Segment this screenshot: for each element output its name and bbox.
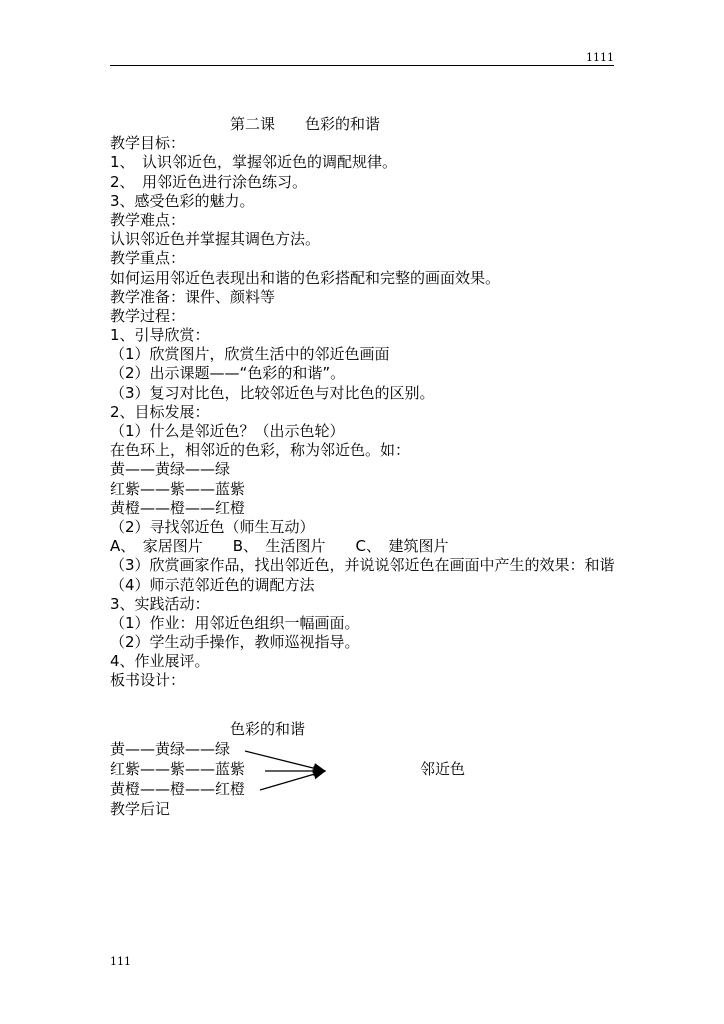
header-page-number: 1111 xyxy=(586,51,614,64)
footer-page-number: 111 xyxy=(110,955,131,968)
board-row: 黄橙——橙——红橙 xyxy=(110,780,246,798)
body-line: 在色环上，相邻近的色彩，称为邻近色。如： xyxy=(110,441,411,460)
body-line: （3）复习对比色，比较邻近色与对比色的区别。 xyxy=(110,383,435,402)
board-result: 邻近色 xyxy=(420,760,466,778)
board-row: 黄——黄绿——绿 xyxy=(110,740,231,758)
body-line: 1、 认识邻近色，掌握邻近色的调配规律。 xyxy=(110,153,398,172)
board-design xyxy=(110,720,620,820)
board-arrows xyxy=(110,720,430,820)
body-line: 教学准备：课件、颜料等 xyxy=(110,287,276,306)
body-line: 板书设计： xyxy=(110,671,186,690)
body-line: 教学过程： xyxy=(110,306,186,325)
body-line: A、 家居图片 B、 生活图片 C、 建筑图片 xyxy=(110,537,449,556)
document-body xyxy=(110,115,620,691)
arrow-line xyxy=(245,751,325,771)
body-line: （4）师示范邻近色的调配方法 xyxy=(110,575,315,594)
body-line: 3、感受色彩的魅力。 xyxy=(110,191,255,210)
body-line: （2）寻找邻近色（师生互动） xyxy=(110,517,315,536)
board-after-note: 教学后记 xyxy=(110,800,171,818)
body-line: （2）学生动手操作，教师巡视指导。 xyxy=(110,633,360,652)
body-line: 红紫——紫——蓝紫 xyxy=(110,479,246,498)
body-line: 1、引导欣赏： xyxy=(110,326,210,345)
body-line: （3）欣赏画家作品，找出邻近色，并说说邻近色在画面中产生的效果：和谐 xyxy=(110,556,615,575)
board-title: 色彩的和谐 xyxy=(230,720,306,738)
body-line: 教学难点： xyxy=(110,210,186,229)
body-line: 2、目标发展： xyxy=(110,402,210,421)
body-line: （2）出示课题——“色彩的和谐”。 xyxy=(110,364,346,383)
header-rule xyxy=(110,65,614,66)
body-line: （1）欣赏图片，欣赏生活中的邻近色画面 xyxy=(110,345,390,364)
body-line: 4、作业展评。 xyxy=(110,652,210,671)
body-line: 黄——黄绿——绿 xyxy=(110,460,231,479)
body-line: 认识邻近色并掌握其调色方法。 xyxy=(110,230,321,249)
body-line: 黄橙——橙——红橙 xyxy=(110,498,246,517)
body-line: 教学目标： xyxy=(110,134,186,153)
arrow-line xyxy=(260,771,325,790)
body-line: 教学重点： xyxy=(110,249,186,268)
board-row: 红紫——紫——蓝紫 xyxy=(110,760,246,778)
lesson-title: 第二课 色彩的和谐 xyxy=(230,115,381,133)
body-line: 3、实践活动： xyxy=(110,594,210,613)
body-line: （1）什么是邻近色？（出示色轮） xyxy=(110,422,345,440)
body-line: （1）作业：用邻近色组织一幅画面。 xyxy=(110,613,360,632)
body-line: 2、 用邻近色进行涂色练习。 xyxy=(110,172,308,191)
body-line: 如何运用邻近色表现出和谐的色彩搭配和完整的画面效果。 xyxy=(110,268,501,287)
